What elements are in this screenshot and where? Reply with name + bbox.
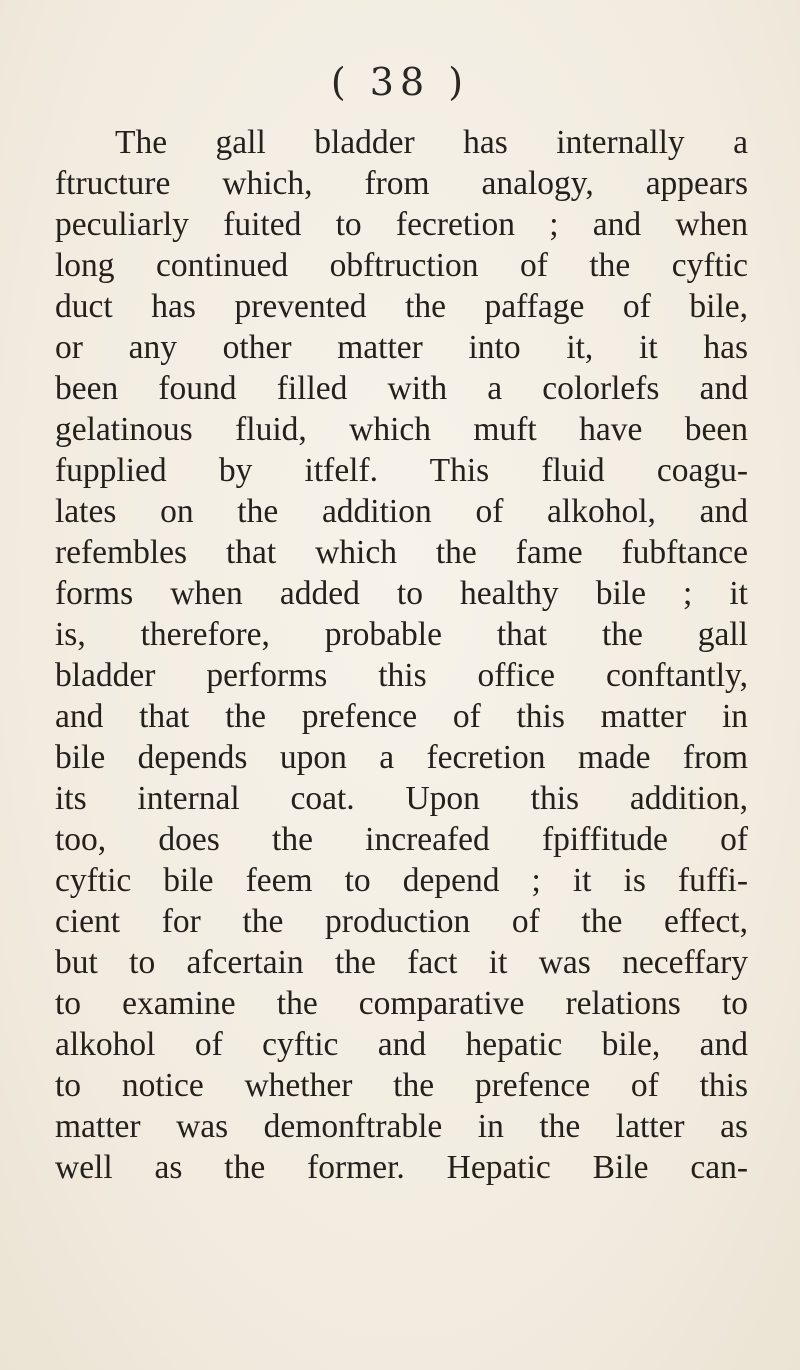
text-line: lates on the addition of alkohol, and	[55, 493, 748, 530]
text-line: bile depends upon a fecretion made from	[55, 739, 748, 776]
text-line: The gall bladder has internally a	[115, 124, 748, 161]
text-line: well as the former. Hepatic Bile can-	[55, 1149, 748, 1186]
text-line: to examine the comparative relations to	[55, 985, 748, 1022]
text-line: been found filled with a colorlefs and	[55, 370, 748, 407]
text-line: to notice whether the prefence of this	[55, 1067, 748, 1104]
text-line: alkohol of cyftic and hepatic bile, and	[55, 1026, 748, 1063]
text-line: ftructure which, from analogy, appears	[55, 165, 748, 202]
text-line: refembles that which the fame fubftance	[55, 534, 748, 571]
page-number: ( 38 )	[330, 60, 470, 104]
text-line: its internal coat. Upon this addition,	[55, 780, 748, 817]
text-line: too, does the increafed fpiffitude of	[55, 821, 748, 858]
text-line: but to afcertain the fact it was neceffary	[55, 944, 748, 981]
text-line: fupplied by itfelf. This fluid coagu-	[55, 452, 748, 489]
text-line: and that the prefence of this matter in	[55, 698, 748, 735]
text-line: forms when added to healthy bile ; it	[55, 575, 748, 612]
text-line: cyftic bile feem to depend ; it is fuffi-	[55, 862, 748, 899]
text-line: long continued obftruction of the cyftic	[55, 247, 748, 284]
text-line: peculiarly fuited to fecretion ; and when	[55, 206, 748, 243]
text-line: or any other matter into it, it has	[55, 329, 748, 366]
text-line: matter was demonftrable in the latter as	[55, 1108, 748, 1145]
text-line: duct has prevented the paffage of bile,	[55, 288, 748, 325]
text-line: bladder performs this office conftantly,	[55, 657, 748, 694]
text-line: gelatinous fluid, which muft have been	[55, 411, 748, 448]
text-line: cient for the production of the effect,	[55, 903, 748, 940]
text-line: is, therefore, probable that the gall	[55, 616, 748, 653]
